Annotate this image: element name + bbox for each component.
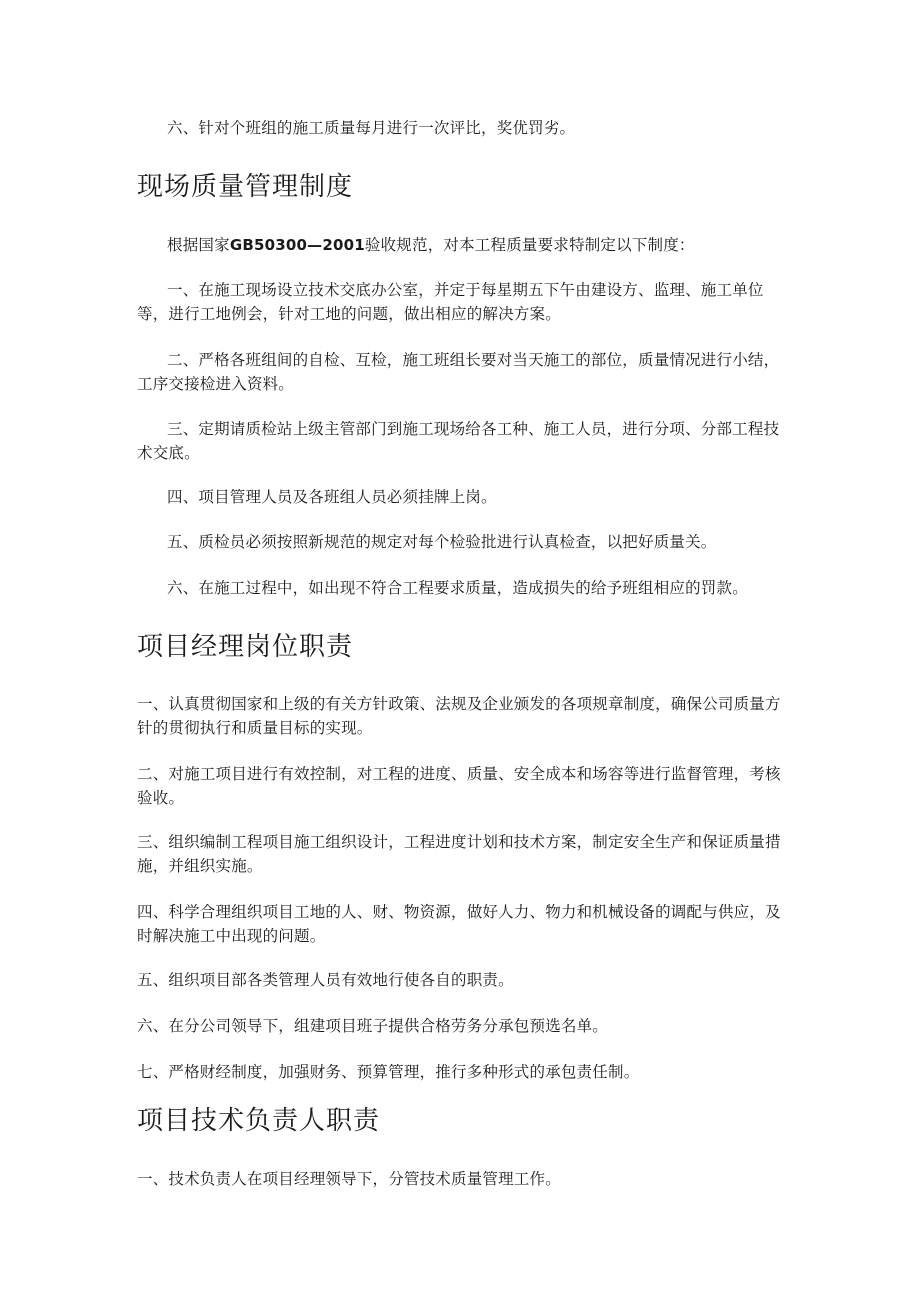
section1-item-5: 五、质检员必须按照新规范的规定对每个检验批进行认真检查，以把好质量关。 [167, 533, 717, 551]
section3-item-1: 一、技术负责人在项目经理领导下，分管技术质量管理工作。 [137, 1170, 561, 1188]
section1-lead [137, 233, 787, 257]
section2-item-5: 五、组织项目部各类管理人员有效地行使各自的职责。 [137, 971, 514, 989]
section1-item-6: 六、在施工过程中，如出现不符合工程要求质量，造成损失的给予班组相应的罚款。 [167, 579, 748, 597]
section2-item-7: 七、严格财经制度，加强财务、预算管理，推行多种形式的承包责任制。 [137, 1063, 640, 1081]
section2-item-4: 四、科学合理组织项目工地的人、财、物资源，做好人力、物力和机械设备的调配与供应，及时解决施工中出现的问题。 [137, 903, 781, 945]
lead-prefix: 根据国家 [167, 236, 230, 254]
section2-item-6: 六、在分公司领导下，组建项目班子提供合格劳务分承包预选名单。 [137, 1017, 609, 1035]
section2-item-2: 二、对施工项目进行有效控制，对工程的进度、质量、安全成本和场容等进行监督管理，考核验收。 [137, 765, 781, 807]
section1-item-3: 三、定期请质检站上级主管部门到施工现场给各工种、施工人员，进行分项、分部工程技术交底。 [137, 420, 780, 462]
section1-item-1: 一、在施工现场设立技术交底办公室，并定于每星期五下午由建设方、监理、施工单位等，进行工地例会，针对工地的问题，做出相应的解决方案。 [137, 281, 764, 323]
section2-item-1: 一、认真贯彻国家和上级的有关方针政策、法规及企业颁发的各项规章制度，确保公司质量方针的贯彻执行和质量目标的实现。 [137, 695, 781, 737]
section1-item-2: 二、严格各班组间的自检、互检，施工班组长要对当天施工的部位，质量情况进行小结，工序交接检进入资料。 [137, 351, 780, 393]
section-title-technical-lead: 项目技术负责人职责 [137, 1106, 381, 1136]
section2-item-3: 三、组织编制工程项目施工组织设计，工程进度计划和技术方案，制定安全生产和保证质量措施，并组织实施。 [137, 833, 781, 875]
standard-code: GB50300—2001 [229, 236, 365, 254]
section1-item-4: 四、项目管理人员及各班组人员必须挂牌上岗。 [167, 488, 497, 506]
lead-suffix: 验收规范，对本工程质量要求特制定以下制度： [364, 236, 695, 254]
section-title-project-manager: 项目经理岗位职责 [137, 632, 354, 662]
section-title-quality-management: 现场质量管理制度 [137, 172, 354, 202]
intro-item-6: 六、针对个班组的施工质量每月进行一次评比，奖优罚劣。 [167, 119, 576, 137]
